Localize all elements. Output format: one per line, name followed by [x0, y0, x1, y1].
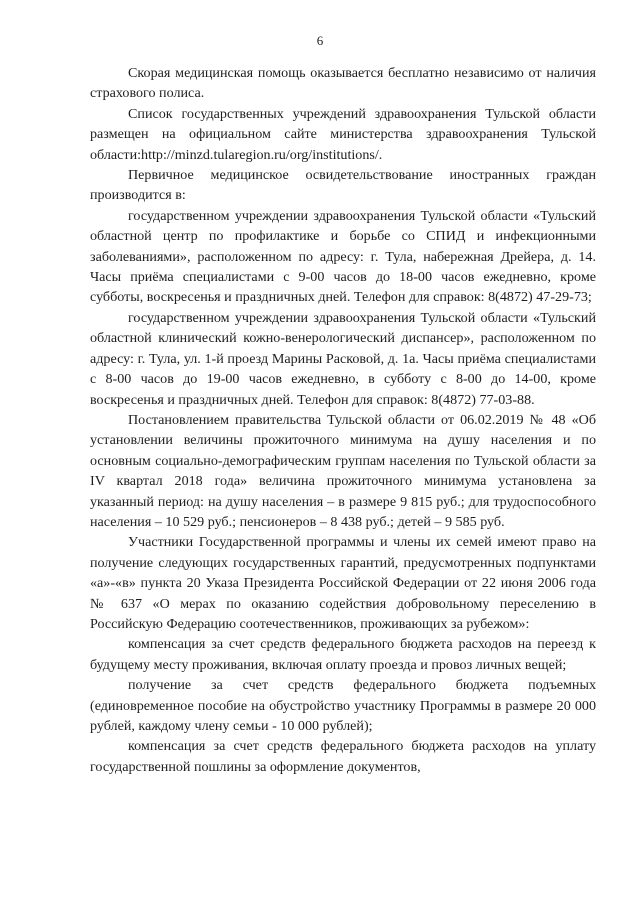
paragraph-relocation-compensation: компенсация за счет средств федерального бюджета расходов на переезд к будущему месту проживания, включая оплату проезда и провоз личных вещей; [90, 636, 596, 673]
paragraph-dermatology-dispensary: государственном учреждении здравоохранения Тульской области «Тульский областной клинический кожно-венерологический диспансер», расположенном по адресу: г. Тула, ул. 1-й проезд Марины Расковой, д. 1а. Часы приёма специалистами с 8-00 часов до 19-00 часов ежедневно, в субботу с 8-00 до 14-00, кроме воскресенья и праздничных дней. Телефон для справок: 8(4872) 77-03-88. [90, 309, 596, 408]
page-number: 6 [316, 33, 324, 48]
paragraph-aids-center: государственном учреждении здравоохранения Тульской области «Тульский областной центр по профилактике и борьбе со СПИД и инфекционными заболеваниями», расположенном по адресу: г. Тула, набережная Дрейера, д. 14. Часы приёма специалистами с 9-00 часов до 18-00 часов ежедневно, кроме субботы, воскресенья и праздничных дней. Телефон для справок: 8(4872) 47-29-73; [90, 207, 596, 306]
paragraph-state-guarantees: Участники Государственной программы и члены их семей имеют право на получение следующих государственных гарантий, предусмотренных подпунктами «а»-«в» пункта 20 Указа Президента Российской Федерации от 22 июня 2006 года № 637 «О мерах по оказанию содействия добровольному переселению в Российскую Федерацию соотечественников, проживающих за рубежом»: [90, 534, 596, 632]
paragraph-state-duty-compensation: компенсация за счет средств федерального бюджета расходов на уплату государственной пошлины за оформление документов, [90, 738, 596, 775]
paragraph-subsistence-minimum: Постановлением правительства Тульской области от 06.02.2019 № 48 «Об установлении величины прожиточного минимума на душу населения и по основным социально-демографическим группам населения по Тульской области за IV квартал 2018 года» величина прожиточного минимума установлена за указанный период: на душу населения – в размере 9 815 руб.; для трудоспособного населения – 10 529 руб.; пенсионеров – 8 438 руб.; детей – 9 585 руб. [90, 411, 596, 530]
paragraph-ambulance: Скорая медицинская помощь оказывается бесплатно независимо от наличия страхового полиса. [90, 65, 596, 102]
document-body [90, 63, 596, 777]
paragraph-lifting-allowance: получение за счет средств федерального бюджета подъемных (единовременное пособие на обустройство участнику Программы в размере 20 000 рублей, каждому члену семьи - 10 000 рублей); [90, 677, 596, 734]
paragraph-institutions-list: Список государственных учреждений здравоохранения Тульской области размещен на официальном сайте министерства здравоохранения Тульской области:http://minzd.tularegion.ru/org/institutions/. [90, 105, 596, 163]
paragraph-medical-examination: Первичное медицинское освидетельствование иностранных граждан производится в: [90, 167, 596, 204]
